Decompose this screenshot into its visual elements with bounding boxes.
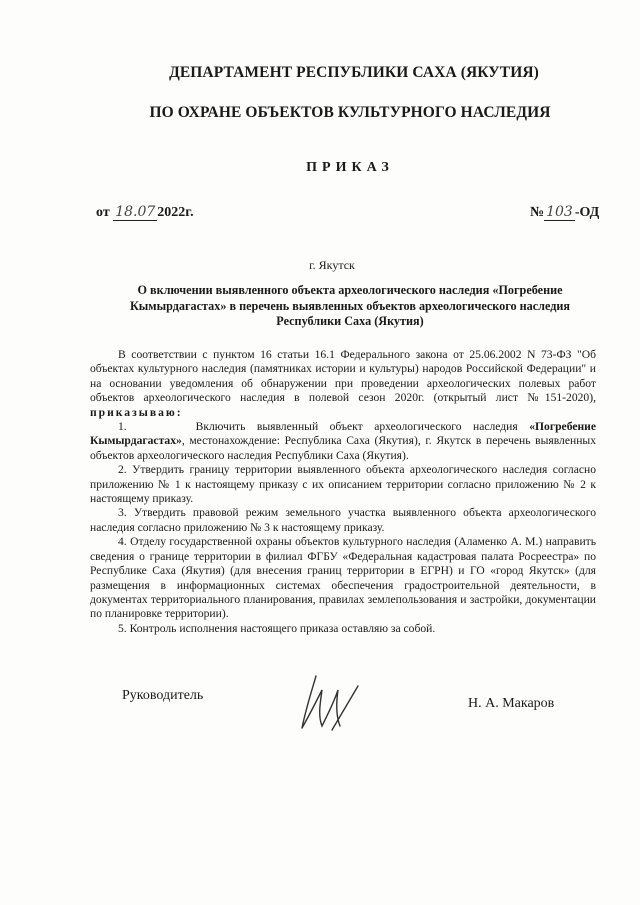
date-suffix: 2022г. [157,205,194,220]
item-3: 3. Утвердить правовой режим земельного участка выявленного объекта археологического наследия согласно приложению № 3 к настоящему приказу. [90,506,596,534]
document-title: ПРИКАЗ [306,160,394,175]
number-prefix: № [530,205,545,220]
department-header-line2: ПО ОХРАНЕ ОБЪЕКТОВ КУЛЬТУРНОГО НАСЛЕДИЯ [149,104,551,121]
number-suffix: -ОД [574,205,600,220]
item-2: 2. Утвердить границу территории выявленного объекта археологического наследия согласно приложению № 1 к настоящему приказу с их описанием территории согласно приложению № 2 к настоящему приказу. [90,463,596,506]
signature-icon [292,668,364,738]
preamble-text: В соответствии с пунктом 16 статьи 16.1 Федерального закона от 25.06.2002 N 73-ФЗ "Об объектах культурного наследия (памятниках истории и культуры) народов Российской Федерации" и на основании уведомления об обнаружении при проведении археологических полевых работ объектов археологического наследия в полевой сезон 2020г. (открытый лист №151-2020), [90,348,596,405]
department-header-line1: ДЕПАРТАМЕНТ РЕСПУБЛИКИ САХА (ЯКУТИЯ) [169,64,539,81]
signer-title: Руководитель [122,688,204,703]
date-handwritten: 18.07 [115,204,156,220]
order-subject: О включении выявленного объекта археологического наследия «Погребение Кымырдагастах» в перечень выявленных объектов археологического наследия Республики Саха (Якутия) [129,283,571,328]
date-prefix: от [96,205,110,220]
preamble [90,348,596,420]
item-1-number: 1. [118,420,127,434]
item-4: 4. Отделу государственной охраны объектов культурного наследия (Аламенко А. М.) направить сведения о границе территории в филиал ФГБУ «Федеральная кадастровая палата Росреестра» по Республике Саха (Якутия) (для внесения границ территории в ЕГРН) и ГО «город Якутск» (для размещения в информационных системах обеспечения градостроительной деятельности, в документах территориального планирования, правилах землепользования и застройки, документации по планировке территории). [90,535,596,621]
item-5: 5. Контроль исполнения настоящего приказа оставляю за собой. [118,621,436,635]
signer-name: Н. А. Макаров [468,696,555,711]
item-1-object: «Погребение Кымырдагастах» [90,420,596,448]
order-date [96,204,194,221]
order-word: приказываю: [90,405,183,419]
item-1 [90,420,596,463]
order-body [90,348,596,636]
item-1-post: , местонахождение: Республика Саха (Якутия), г. Якутск в перечень выявленных объектов археологического наследия Республики Саха (Якутия). [90,434,596,462]
order-number [530,204,599,221]
city-line: г. Якутск [309,258,355,272]
item-1-pre: Включить выявленный объект археологического наследия [195,420,518,434]
number-handwritten: 103 [546,204,573,220]
